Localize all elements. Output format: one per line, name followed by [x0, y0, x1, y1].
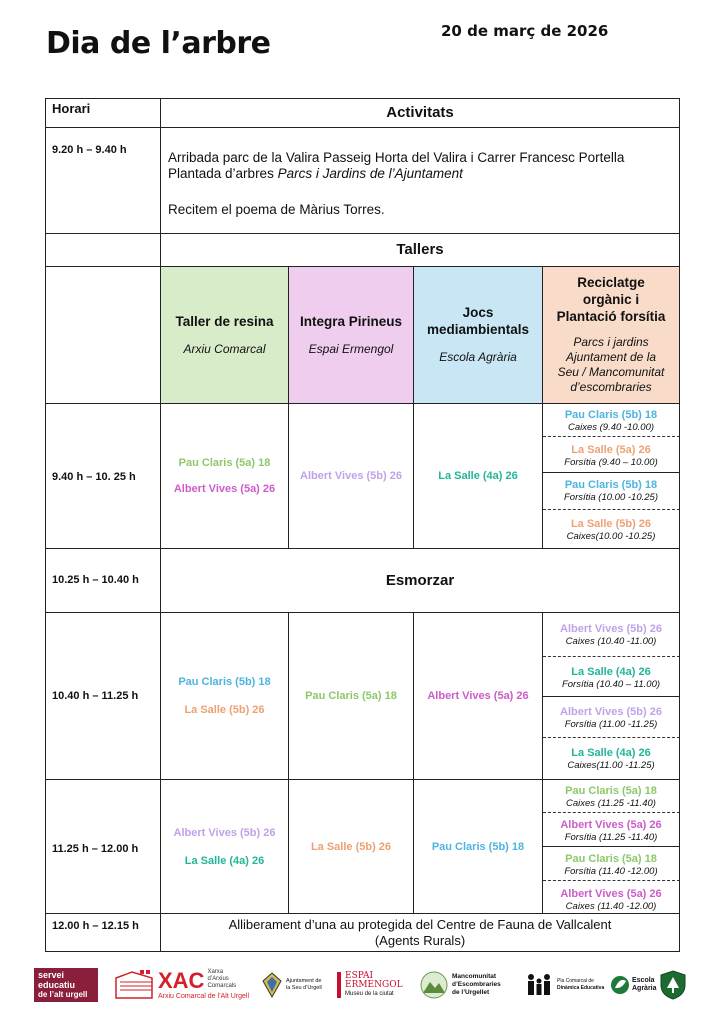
group-label: Pau Claris (5b) 18: [178, 676, 271, 688]
grid-dash: [543, 880, 680, 881]
header-workshops: Tallers: [396, 241, 444, 258]
time-slot-4: 10.40 h – 11.25 h: [52, 690, 139, 702]
slot-time: Forsítia (11.40 -12.00): [564, 866, 658, 877]
time-slot-5: 11.25 h – 12.00 h: [52, 843, 139, 855]
group-label: La Salle (4a) 26: [571, 666, 651, 678]
shield-icon: [659, 970, 687, 1000]
espai-ermengol-logo: [337, 962, 403, 1008]
agents-rurals-badge: [659, 962, 687, 1008]
block1-recycle-3: [543, 478, 679, 504]
grid-dash: [543, 436, 680, 437]
time-slot-1: 9.20 h – 9.40 h: [52, 144, 127, 156]
group-label: Albert Vives (5b) 26: [560, 706, 662, 718]
folders-icon: [112, 968, 156, 1002]
group-label: Pau Claris (5b) 18: [564, 409, 658, 421]
slot-time: Caixes (9.40 -10.00): [567, 422, 655, 433]
block1-recycle-2: [543, 443, 679, 469]
logo-text: XAC: [158, 968, 205, 993]
workshop-integra: [289, 266, 413, 403]
slot-time: Forsítia (9.40 – 10.00): [564, 457, 658, 468]
group-label: La Salle (5b) 26: [570, 518, 652, 530]
block2-recycle-3: [543, 705, 679, 731]
block2-integra: [289, 613, 413, 779]
workshop-recycle: [543, 266, 679, 403]
family-icon: [525, 973, 553, 997]
grid-line: [45, 913, 680, 914]
workshop-host-l4: d’escombraries: [570, 380, 652, 394]
workshop-title-l3: Plantació forsítia: [556, 309, 666, 324]
workshop-title: Taller de resina: [175, 313, 274, 329]
group-label: La Salle (5b) 26: [184, 704, 265, 716]
logo-text: d’Arxius: [207, 976, 229, 982]
block3-resina: [161, 780, 288, 913]
grid-dash: [543, 656, 680, 657]
leaf-icon: [610, 974, 630, 996]
block3-recycle-4: [543, 887, 679, 913]
slot-time: Caixes (11.40 -12.00): [565, 901, 657, 912]
header-breakfast: Esmorzar: [385, 572, 455, 589]
logo-text: Xarxa: [207, 969, 224, 975]
servei-educatiu-logo: [34, 962, 98, 1008]
workshop-title-l2: orgànic i: [582, 292, 640, 307]
planting-text: Plantada d’arbres: [168, 166, 278, 181]
block1-resina: [161, 404, 288, 548]
workshop-title-l1: Reciclatge: [577, 275, 645, 290]
group-label: La Salle (4a) 26: [184, 854, 265, 867]
grid-line: [679, 98, 680, 952]
slot-time: Forsítia (11.00 -11.25): [564, 719, 658, 730]
mancomunitat-logo: [420, 962, 501, 1008]
group-label: Pau Claris (5a) 18: [565, 785, 657, 797]
group-label: Pau Claris (5a) 18: [565, 853, 657, 865]
grid-line: [45, 127, 680, 128]
pla-comarcal-logo: [525, 962, 604, 1008]
block1-integra: [289, 404, 413, 548]
ajuntament-logo: [262, 962, 322, 1008]
block1-recycle-1: [543, 408, 679, 434]
logo-text: d’Escombraries: [452, 981, 501, 988]
workshop-title: Integra Pirineus: [299, 313, 403, 329]
logo-text: Agrària: [632, 985, 657, 992]
group-label: Albert Vives (5b) 26: [560, 623, 662, 635]
grid-dash: [543, 509, 680, 510]
workshop-host-l2: Ajuntament de la: [565, 350, 657, 364]
slot-time: Caixes(11.00 -11.25): [567, 760, 655, 771]
release-activity: [160, 917, 680, 949]
logo-text: Mancomunitat: [452, 973, 497, 980]
sponsor-logos: [0, 962, 724, 1008]
time-slot-3: 10.25 h – 10.40 h: [52, 574, 139, 586]
logo-text: Arxiu Comarcal de l’Alt Urgell: [158, 993, 250, 1000]
logo-text: Escola: [632, 977, 655, 984]
time-slot-2: 9.40 h – 10. 25 h: [52, 471, 136, 483]
logo-text: de l’alt urgell: [38, 990, 88, 999]
workshop-title-l2: mediambientals: [426, 322, 530, 337]
poem-line: Recitem el poema de Màrius Torres.: [168, 202, 385, 217]
group-label: Albert Vives (5a) 26: [560, 888, 662, 900]
block2-recycle-2: [543, 665, 679, 691]
group-label: Albert Vives (5b) 26: [300, 470, 402, 482]
coat-of-arms-icon: [262, 972, 282, 998]
block3-recycle-3: [543, 852, 679, 878]
slot-time: Caixes (11.25 -11.40): [566, 798, 656, 809]
grid-line: [45, 951, 680, 952]
group-label: La Salle (4a) 26: [571, 747, 651, 759]
planting-org: Parcs i Jardins de l’Ajuntament: [277, 166, 463, 181]
header-activities: Activitats: [386, 104, 454, 121]
group-label: Albert Vives (5a) 26: [173, 483, 276, 495]
release-line-1: Alliberament d’una au protegida del Centre de Fauna de Vallcalent: [228, 917, 612, 932]
group-label: Pau Claris (5a) 18: [305, 690, 397, 702]
block2-recycle-1: [543, 622, 679, 648]
block2-recycle-4: [543, 746, 679, 772]
grid-dash: [543, 812, 680, 813]
logo-text: educatiu: [38, 980, 76, 990]
mountain-icon: [420, 971, 448, 999]
logo-text: servei: [38, 970, 65, 980]
block2-jocs: [414, 613, 542, 779]
slot-time: Caixes(10.00 -10.25): [566, 531, 656, 542]
workshop-resina: [161, 266, 288, 403]
logo-text: Ajuntament de: [286, 978, 322, 984]
logo-text: la Seu d’Urgell: [286, 985, 322, 991]
group-label: La Salle (4a) 26: [438, 470, 518, 482]
logo-text: ESPAI: [345, 970, 374, 981]
block1-jocs: [414, 404, 542, 548]
logo-text: ERMENGOL: [345, 979, 403, 990]
grid-line: [543, 846, 680, 847]
workshop-host: Arxiu Comarcal: [183, 341, 266, 356]
logo-text: Comarcals: [207, 983, 237, 989]
planting-line: [168, 166, 463, 182]
block3-recycle-2: [543, 818, 679, 844]
workshop-host: Espai Ermengol: [308, 341, 394, 356]
group-label: Pau Claris (5b) 18: [564, 479, 658, 491]
block3-recycle-1: [543, 784, 679, 810]
grid-line: [543, 696, 680, 697]
time-slot-6: 12.00 h – 12.15 h: [52, 920, 139, 932]
group-label: Albert Vives (5b) 26: [173, 826, 276, 839]
slot-time: Forsítia (11.25 -11.40): [564, 832, 658, 843]
workshop-title-l1: Jocs: [462, 305, 494, 320]
arrival-line: Arribada parc de la Valira Passeig Horta del Valira i Carrer Francesc Portella: [168, 150, 625, 165]
logo-text: Dinàmica Educativa: [557, 985, 605, 991]
group-label: La Salle (5a) 26: [571, 444, 651, 456]
grid-line: [45, 98, 46, 952]
slot-time: Forsítia (10.00 -10.25): [564, 492, 658, 503]
logo-text: Pla Comarcal de: [557, 978, 594, 984]
block1-recycle-4: [543, 517, 679, 543]
block3-jocs: [414, 780, 542, 913]
slot-time: Forsítia (10.40 – 11.00): [561, 679, 661, 690]
group-label: Albert Vives (5a) 26: [427, 690, 529, 702]
slot-time: Caixes (10.40 -11.00): [565, 636, 657, 647]
logo-text: Museu de la ciutat: [345, 990, 394, 997]
page-title: Dia de l’arbre: [46, 26, 271, 61]
release-line-2: (Agents Rurals): [374, 933, 466, 948]
workshop-jocs: [414, 266, 542, 403]
workshop-host-l1: Parcs i jardins: [573, 335, 649, 349]
grid-dash: [543, 737, 680, 738]
escola-agraria-logo: [610, 962, 657, 1008]
group-label: Albert Vives (5a) 26: [560, 819, 662, 831]
block2-resina: [161, 613, 288, 779]
xac-logo: [112, 962, 249, 1008]
group-label: La Salle (5b) 26: [310, 840, 392, 853]
group-label: Pau Claris (5a) 18: [178, 457, 271, 469]
event-date: 20 de març de 2026: [441, 22, 609, 40]
grid-line: [543, 472, 680, 473]
logo-text: de l’Urgellet: [452, 989, 490, 996]
group-label: Pau Claris (5b) 18: [431, 840, 525, 853]
workshop-host: Escola Agrària: [439, 350, 517, 364]
workshop-host-l3: Seu / Mancomunitat: [557, 365, 665, 379]
header-time: Horari: [52, 101, 91, 116]
block3-integra: [289, 780, 413, 913]
